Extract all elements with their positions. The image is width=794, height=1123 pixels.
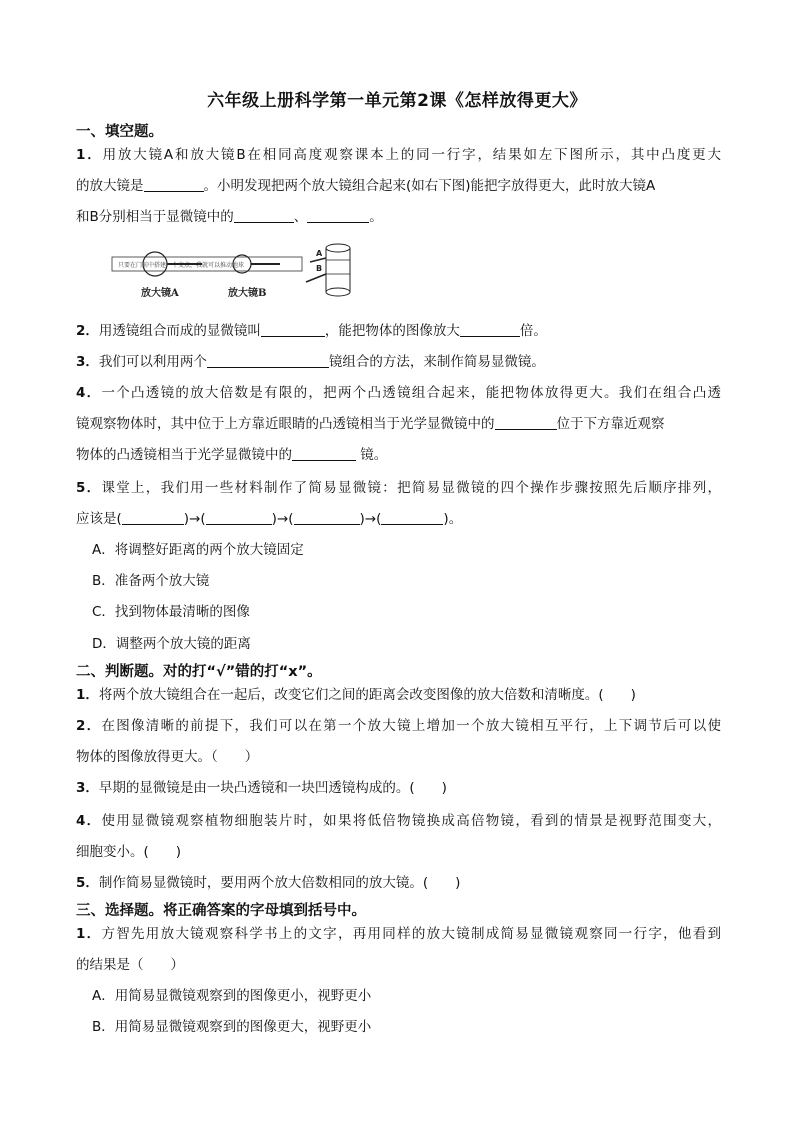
question-text: 课堂上，我们用一些材料制作了简易显微镜：把简易显微镜的四个操作步骤按照先后顺序排列， xyxy=(101,480,721,496)
magnifier-figure xyxy=(110,238,370,304)
judge-q2-line1 xyxy=(76,716,721,736)
question-text: 。小明发现把两个放大镜组合起来(如右下图)能把字放得更大，此时放大镜A xyxy=(203,178,656,194)
answer-blank[interactable] xyxy=(234,208,294,223)
choice-q1-line1 xyxy=(76,924,721,944)
fill-q4-line3 xyxy=(76,445,721,465)
label-magnifier-a: 放大镜A xyxy=(141,288,179,299)
question-number: 3． xyxy=(76,354,99,370)
fill-q2 xyxy=(76,321,721,341)
label-magnifier-b: 放大镜B xyxy=(228,288,267,299)
choice-q1-option-b: B．用简易显微镜观察到的图像更大，视野更小 xyxy=(92,1019,372,1035)
section-judge-heading: 二、判断题。对的打“√”错的打“x”。 xyxy=(76,664,322,680)
strip-text: 只要在门前中搭建一个支点，我就可以推动地球 xyxy=(118,262,245,269)
magnifier-illustration xyxy=(110,238,370,304)
question-text: 制作简易显微镜时，要用两个放大倍数相同的放大镜。( ) xyxy=(98,875,461,891)
question-text: 、 xyxy=(293,209,308,225)
answer-blank[interactable] xyxy=(122,510,184,525)
fill-q4-line2 xyxy=(76,414,721,434)
question-text: 用放大镜A和放大镜B在相同高度观察课本上的同一行字，结果如左下图所示，其中凸度更大 xyxy=(102,147,721,163)
fill-q5-option-c: C．找到物体最清晰的图像 xyxy=(92,604,250,620)
choice-q1-line2: 的结果是（ ） xyxy=(76,957,184,973)
tube-top xyxy=(326,244,350,252)
question-number: 2． xyxy=(76,323,99,339)
question-number: 1． xyxy=(76,147,103,163)
tube-label-b: B xyxy=(316,264,323,273)
paren-close: ) xyxy=(183,511,190,527)
question-text: 一个凸透镜的放大倍数是有限的，把两个凸透镜组合起来，能把物体放得更大。我们在组合凸透 xyxy=(101,385,721,401)
fill-q1-line3 xyxy=(76,207,721,227)
arrow: → xyxy=(189,511,201,527)
arrow: → xyxy=(364,511,377,527)
answer-blank[interactable] xyxy=(307,208,369,223)
paren-close: ) xyxy=(443,511,449,527)
answer-blank[interactable] xyxy=(207,353,329,368)
period: 。 xyxy=(448,511,463,527)
question-text: 镜观察物体时，其中位于上方靠近眼睛的凸透镜相当于光学显微镜中的 xyxy=(76,416,495,432)
question-number: 5． xyxy=(76,480,102,496)
question-number: 3． xyxy=(76,780,99,796)
question-text: 物体的凸透镜相当于光学显微镜中的 xyxy=(76,447,292,463)
answer-blank[interactable] xyxy=(381,510,443,525)
question-text: 在图像清晰的前提下，我们可以在第一个放大镜上增加一个放大镜相互平行，上下调节后可以使 xyxy=(101,718,721,734)
question-text: 我们可以利用两个 xyxy=(98,354,207,370)
handle-b xyxy=(306,274,326,282)
tube-label-a: A xyxy=(316,249,323,258)
fill-q5-line2 xyxy=(76,509,721,529)
arrow: → xyxy=(276,511,289,527)
judge-q4-line1 xyxy=(76,811,721,831)
fill-q5-line1 xyxy=(76,478,721,498)
choice-q1-option-a: A．用简易显微镜观察到的图像更小，视野更小 xyxy=(92,988,372,1004)
fill-q5-option-a: A．将调整好距离的两个放大镜固定 xyxy=(92,542,304,558)
judge-q5 xyxy=(76,873,721,893)
answer-blank[interactable] xyxy=(460,322,520,337)
paren-open: ( xyxy=(288,511,294,527)
question-text: 和B分别相当于显微镜中的 xyxy=(76,209,234,225)
paren-open: ( xyxy=(200,511,206,527)
fill-q4-line1 xyxy=(76,383,721,403)
tube-bottom xyxy=(326,288,350,296)
question-number: 5． xyxy=(76,875,99,891)
paren-close: ) xyxy=(271,511,277,527)
question-text: 用透镜组合而成的显微镜叫 xyxy=(98,323,261,339)
question-text: 镜组合的方法，来制作简易显微镜。 xyxy=(328,354,545,370)
question-text: 倍。 xyxy=(519,323,547,339)
question-text: 使用显微镜观察植物细胞装片时，如果将低倍物镜换成高倍物镜，看到的情景是视野范围变大， xyxy=(101,813,721,829)
question-number: 2． xyxy=(76,718,102,734)
page-title: 六年级上册科学第一单元第2课《怎样放得更大》 xyxy=(207,91,587,111)
question-text: 位于下方靠近观察 xyxy=(556,416,665,432)
question-text: 将两个放大镜组合在一起后，改变它们之间的距离会改变图像的放大倍数和清晰度。( ) xyxy=(98,687,636,703)
question-text: 应该是 xyxy=(76,511,117,527)
fill-q5-option-d: D．调整两个放大镜的距离 xyxy=(92,636,251,652)
fill-q1-line2 xyxy=(76,176,721,196)
answer-blank[interactable] xyxy=(261,322,325,337)
paren-close: ) xyxy=(359,511,365,527)
fill-q1-line1 xyxy=(76,145,721,165)
answer-blank[interactable] xyxy=(206,510,272,525)
paren-open: ( xyxy=(116,511,122,527)
answer-blank[interactable] xyxy=(292,446,356,461)
question-text: 方智先用放大镜观察科学书上的文字，再用同样的放大镜制成简易显微镜观察同一行字，他看到 xyxy=(101,926,721,942)
judge-q2-line2: 物体的图像放得更大。（ ） xyxy=(76,749,259,765)
handle-a xyxy=(310,258,326,262)
question-text: 早期的显微镜是由一块凸透镜和一块凹透镜构成的。( ) xyxy=(98,780,447,796)
paren-open: ( xyxy=(376,511,382,527)
judge-q4-line2: 细胞变小。( ) xyxy=(76,844,182,860)
question-number: 1． xyxy=(76,926,102,942)
answer-blank[interactable] xyxy=(495,415,557,430)
fill-q5-option-b: B．准备两个放大镜 xyxy=(92,573,210,589)
question-text: 。 xyxy=(369,209,383,225)
question-text: 的放大镜是 xyxy=(76,178,144,194)
section-choice-heading: 三、选择题。将正确答案的字母填到括号中。 xyxy=(76,903,366,919)
question-number: 4． xyxy=(76,385,102,401)
answer-blank[interactable] xyxy=(294,510,360,525)
question-text: 镜。 xyxy=(356,447,388,463)
answer-blank[interactable] xyxy=(144,177,204,192)
fill-q3 xyxy=(76,352,721,372)
judge-q1 xyxy=(76,685,721,705)
judge-q3 xyxy=(76,778,721,798)
question-number: 4． xyxy=(76,813,102,829)
section-fill-heading: 一、填空题。 xyxy=(76,124,163,140)
question-text: ，能把物体的图像放大 xyxy=(324,323,460,339)
question-number: 1． xyxy=(76,687,99,703)
